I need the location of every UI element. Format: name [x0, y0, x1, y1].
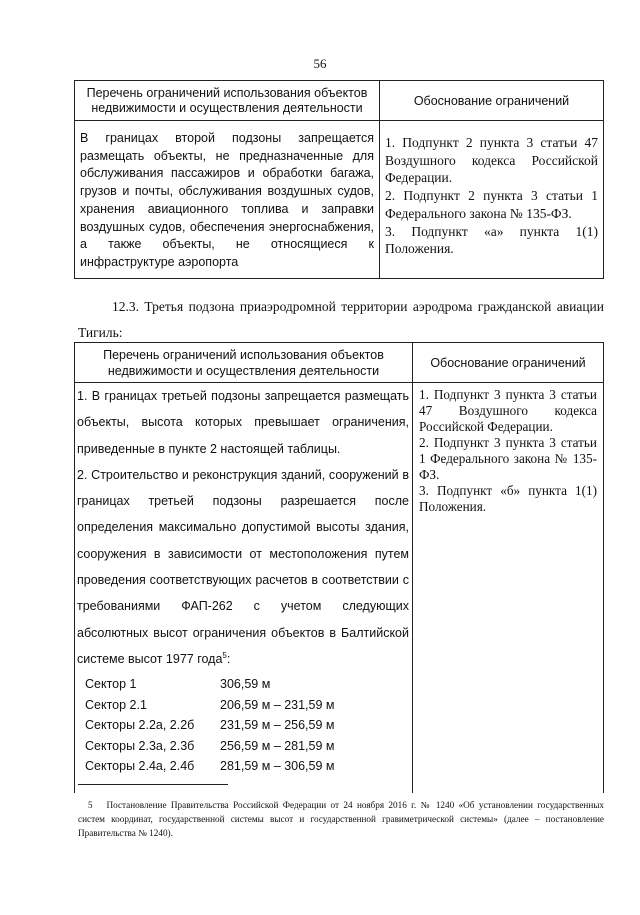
restriction-item-2-suffix: :: [226, 651, 231, 666]
sector-name: Сектор 1: [85, 677, 137, 692]
restrictions-table-zone-3: [74, 342, 604, 793]
restriction-item-2: [77, 462, 409, 672]
sector-name: Секторы 2.4а, 2.4б: [85, 759, 195, 774]
footnote-marker: 5: [88, 800, 93, 810]
table-row: [75, 383, 604, 793]
restriction-cell: [75, 383, 413, 793]
basis-item: 2. Подпункт 3 пункта 3 статьи 1 Федерального закона № 135-ФЗ.: [419, 435, 597, 482]
basis-item: 3. Подпункт «б» пункта 1(1) Положения.: [419, 483, 597, 514]
sector-row: [85, 736, 409, 757]
restriction-item-2-text: 2. Строительство и реконструкция зданий, сооружений в границах третьей подзоны разрешается после определения максимально допустимой высоты здания, сооружения в зависимости от местоположения путем проведения соответствующих расчетов в соответствии с требованиями ФАП-262 с учетом следующих абсолютных высот ограничения объектов в Балтийской системе высот 1977 года: [77, 467, 409, 666]
sector-name: Секторы 2.2а, 2.2б: [85, 718, 195, 733]
sector-row: [85, 695, 409, 716]
footnote-reference[interactable]: 5: [222, 650, 227, 660]
footnote-text: Постановление Правительства Российской Федерации от 24 ноября 2016 г. № 1240 «Об установлении государственных систем координат, государственной системы высот и государственной гравиметрической системы» (далее – постановление Правительства № 1240).: [78, 800, 604, 838]
basis-cell: [380, 121, 604, 279]
sector-row: [85, 715, 409, 736]
basis-item: 1. Подпункт 3 пункта 3 статьи 47 Воздушного кодекса Российской Федерации.: [419, 387, 597, 434]
section-heading: 12.3. Третья подзона приаэродромной территории аэродрома гражданской авиации Тигиль:: [78, 299, 604, 340]
sector-name: Сектор 2.1: [85, 697, 147, 712]
table-header-row: [75, 343, 604, 383]
column-header-basis: Обоснование ограничений: [380, 81, 604, 121]
footnote: [78, 798, 604, 840]
basis-item: 1. Подпункт 2 пункта 3 статьи 47 Воздушного кодекса Российской Федерации.: [385, 135, 598, 186]
restrictions-table-zone-2: [74, 80, 604, 279]
footnote-divider: [78, 784, 228, 785]
sector-height: 281,59 м – 306,59 м: [220, 759, 335, 774]
column-header-restrictions: Перечень ограничений использования объектов недвижимости и осуществления деятельности: [75, 343, 413, 383]
column-header-restrictions: Перечень ограничений использования объектов недвижимости и осуществления деятельности: [75, 81, 380, 121]
table-header-row: [75, 81, 604, 121]
sector-name: Секторы 2.3а, 2.3б: [85, 738, 195, 753]
column-header-basis: Обоснование ограничений: [413, 343, 604, 383]
basis-item: 2. Подпункт 2 пункта 3 статьи 1 Федерального закона № 135-ФЗ.: [385, 188, 598, 221]
sector-row: [85, 756, 409, 777]
restriction-cell: В границах второй подзоны запрещается размещать объекты, не предназначенные для обслуживания пассажиров и обработки багажа, грузов и почты, обслуживания воздушных судов, хранения авиационного топлива и заправки воздушных судов, обеспечения энергоснабжения, а также объекты, не относящиеся к инфраструктуре аэропорта: [75, 121, 380, 279]
sector-row: [85, 674, 409, 695]
sector-height: 306,59 м: [220, 677, 271, 692]
sector-height: 206,59 м – 231,59 м: [220, 697, 335, 712]
sector-height: 231,59 м – 256,59 м: [220, 718, 335, 733]
sector-heights-list: [85, 674, 409, 777]
page-number: 56: [313, 56, 327, 71]
table-row: [75, 121, 604, 279]
sector-height: 256,59 м – 281,59 м: [220, 738, 335, 753]
basis-item: 3. Подпункт «а» пункта 1(1) Положения.: [385, 223, 598, 257]
restriction-item-1: 1. В границах третьей подзоны запрещается размещать объекты, высота которых превышает ограничения, приведенные в пункте 2 настоящей таблицы.: [77, 389, 409, 456]
basis-cell: [413, 383, 604, 793]
